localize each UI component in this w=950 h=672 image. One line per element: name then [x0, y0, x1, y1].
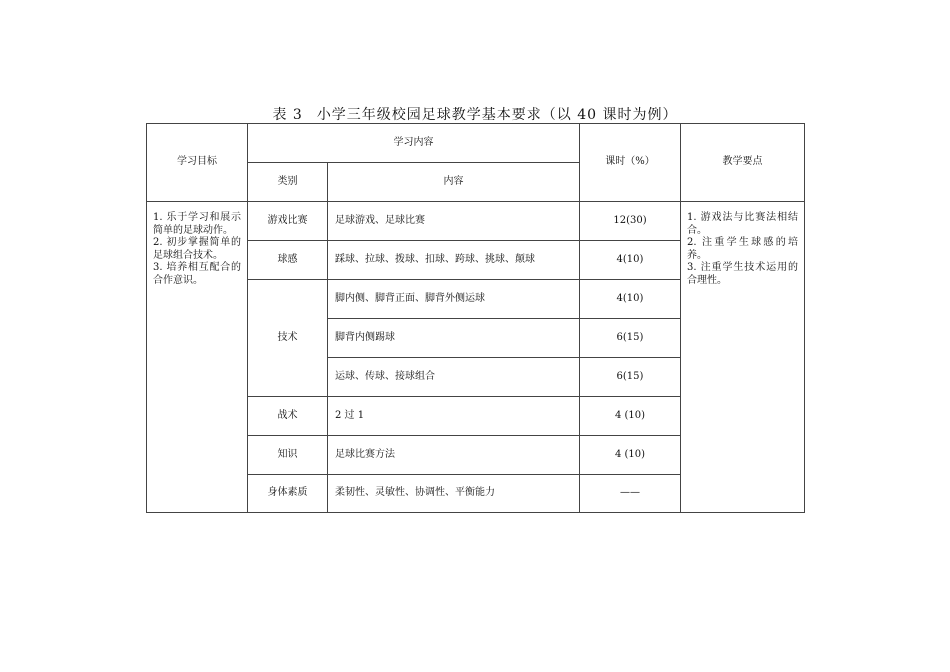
goals-cell [147, 202, 248, 513]
header-hours: 课时（%） [580, 124, 681, 202]
header-category: 类别 [248, 163, 328, 202]
header-content-group: 学习内容 [248, 124, 580, 163]
content-cell: 脚背内侧踢球 [328, 319, 580, 358]
content-cell: 足球比赛方法 [328, 436, 580, 475]
header-goal: 学习目标 [147, 124, 248, 202]
key-point-item: 1. 游戏法与比赛法相结合。 [687, 212, 798, 236]
header-row [147, 124, 805, 163]
content-cell: 运球、传球、接球组合 [328, 358, 580, 397]
teaching-requirements-table [146, 123, 805, 513]
content-cell: 脚内侧、脚背正面、脚背外侧运球 [328, 280, 580, 319]
key-points-cell [681, 202, 805, 513]
hours-cell: 4(10) [580, 280, 681, 319]
hours-cell: 6(15) [580, 358, 681, 397]
category-cell: 球感 [248, 241, 328, 280]
hours-cell: 4(10) [580, 241, 681, 280]
category-cell: 战术 [248, 397, 328, 436]
goal-item: 1. 乐于学习和展示简单的足球动作。 [153, 212, 241, 236]
header-content: 内容 [328, 163, 580, 202]
goal-item: 3. 培养相互配合的合作意识。 [153, 262, 241, 286]
category-cell: 身体素质 [248, 475, 328, 513]
caption-label: 表 3 [272, 107, 303, 123]
key-point-item: 2. 注重学生球感的培养。 [687, 237, 798, 261]
caption-title: 小学三年级校园足球教学基本要求（以 40 课时为例） [316, 107, 678, 123]
table-caption [0, 104, 950, 124]
content-cell: 足球游戏、足球比赛 [328, 202, 580, 241]
content-cell: 2 过 1 [328, 397, 580, 436]
category-cell: 游戏比赛 [248, 202, 328, 241]
hours-cell: —— [580, 475, 681, 513]
hours-cell: 4 (10) [580, 436, 681, 475]
hours-cell: 4 (10) [580, 397, 681, 436]
table-row [147, 202, 805, 241]
hours-cell: 12(30) [580, 202, 681, 241]
goal-item: 2. 初步掌握简单的足球组合技术。 [153, 237, 241, 261]
hours-cell: 6(15) [580, 319, 681, 358]
category-cell: 技术 [248, 280, 328, 397]
category-cell: 知识 [248, 436, 328, 475]
key-point-item: 3. 注重学生技术运用的合理性。 [687, 262, 798, 286]
content-cell: 柔韧性、灵敏性、协调性、平衡能力 [328, 475, 580, 513]
header-key-points: 教学要点 [681, 124, 805, 202]
content-cell: 踩球、拉球、拨球、扣球、跨球、挑球、颠球 [328, 241, 580, 280]
